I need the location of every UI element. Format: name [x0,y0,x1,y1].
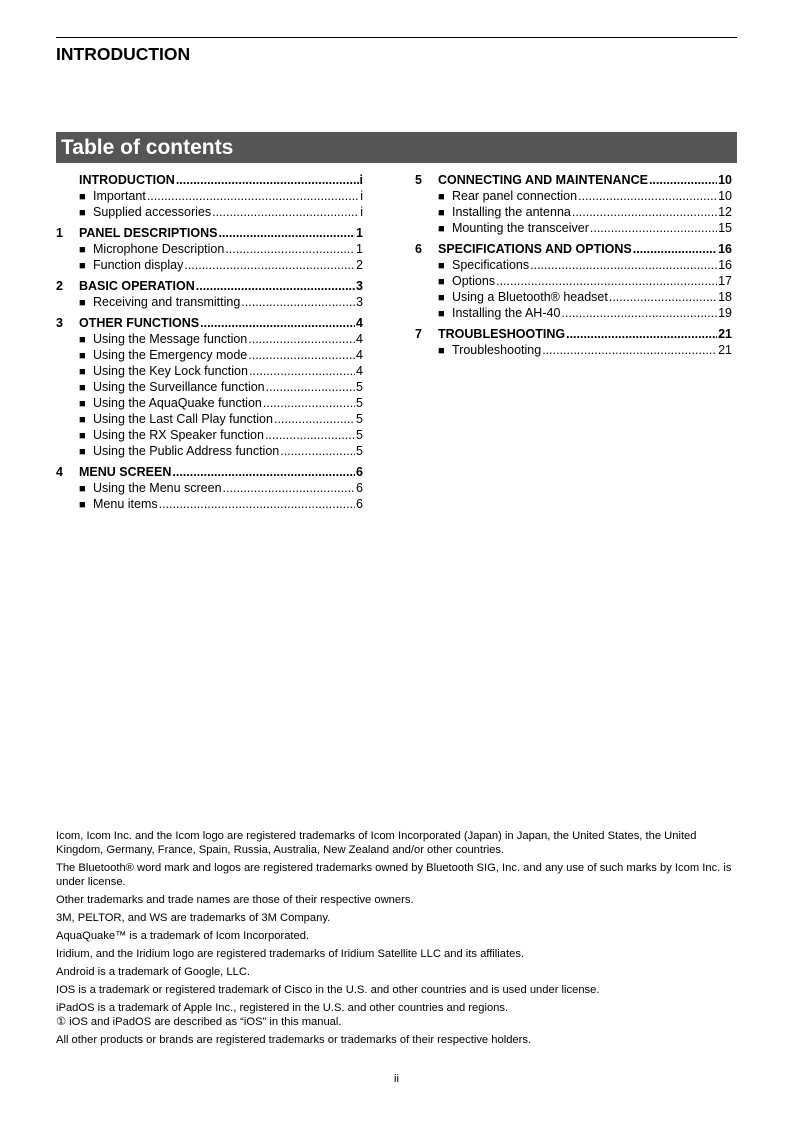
trademark-paragraph: The Bluetooth® word mark and logos are registered trademarks owned by Bluetooth SIG, Inc. and any use of such marks by Icom Inc. is under license. [56,862,732,888]
entry-title: Important [93,189,146,203]
square-bullet-icon: ■ [438,345,445,357]
chapter-number: 4 [56,465,63,479]
header-rule [56,37,737,38]
entry-title: Mounting the transceiver [452,221,589,235]
toc-chapter-entry[interactable] [415,326,732,342]
chapter-number: 6 [415,242,422,256]
entry-title: Function display [93,258,184,272]
entry-title: Menu items [93,497,158,511]
page-title: INTRODUCTION [56,44,191,64]
entry-title: Using the Menu screen [93,481,222,495]
toc-section-entry[interactable] [415,220,732,236]
toc-right-column [415,172,732,358]
square-bullet-icon: ■ [79,244,86,256]
entry-title: INTRODUCTION [79,173,175,187]
dot-leader [530,257,717,273]
dot-leader [241,294,355,310]
dot-leader [561,305,717,321]
toc-section-entry[interactable] [415,257,732,273]
trademark-paragraph: Android is a trademark of Google, LLC. [56,966,251,978]
toc-section-entry[interactable] [56,204,363,220]
toc-banner-title: Table of contents [61,136,234,159]
entry-title: Using the Key Lock function [93,364,248,378]
dot-leader [566,326,717,342]
toc-section-entry[interactable] [56,347,363,363]
toc-chapter-entry[interactable] [56,315,363,331]
dot-leader [266,379,355,395]
square-bullet-icon: ■ [79,366,86,378]
toc-section-entry[interactable] [56,241,363,257]
trademark-paragraph: AquaQuake™ is a trademark of Icom Incorporated. [56,930,310,942]
dot-leader [196,278,355,294]
entry-title: Using the RX Speaker function [93,428,264,442]
toc-section-entry[interactable] [56,331,363,347]
square-bullet-icon: ■ [79,430,86,442]
square-bullet-icon: ■ [79,350,86,362]
dot-leader [225,241,355,257]
entry-title: Using a Bluetooth® headset [452,290,608,304]
square-bullet-icon: ■ [79,334,86,346]
toc-chapter-entry[interactable] [415,241,732,257]
toc-chapter-entry[interactable] [415,172,732,188]
entry-page-number: 5 [356,428,363,442]
entry-page-number: 1 [356,242,363,256]
toc-section-entry[interactable] [56,480,363,496]
chapter-number: 2 [56,279,63,293]
entry-title: SPECIFICATIONS AND OPTIONS [438,242,632,256]
entry-page-number: 16 [718,242,732,256]
entry-page-number: 21 [718,343,732,357]
trademark-paragraph: All other products or brands are registered trademarks or trademarks of their respective holders. [56,1034,532,1046]
entry-page-number: 6 [356,481,363,495]
entry-title: Using the Last Call Play function [93,412,273,426]
entry-page-number: 17 [718,274,732,288]
square-bullet-icon: ■ [438,292,445,304]
entry-title: Using the Surveillance function [93,380,265,394]
trademark-paragraph: 3M, PELTOR, and WS are trademarks of 3M Company. [56,912,331,924]
dot-leader [572,204,717,220]
entry-page-number: 6 [356,497,363,511]
toc-chapter-entry[interactable] [56,278,363,294]
dot-leader [496,273,717,289]
dot-leader [248,331,355,347]
dot-leader [633,241,717,257]
toc-section-entry[interactable] [415,342,732,358]
entry-page-number: 4 [356,316,363,330]
toc-banner [56,132,737,163]
entry-page-number: 12 [718,205,732,219]
trademark-paragraph: iPadOS is a trademark of Apple Inc., registered in the U.S. and other countries and regions. ① iOS and iPadOS are described as “iOS” in this manual. [56,1002,509,1028]
trademark-notices [56,829,736,1051]
toc-section-entry[interactable] [56,379,363,395]
toc-section-entry[interactable] [415,305,732,321]
square-bullet-icon: ■ [438,260,445,272]
toc-section-entry[interactable] [56,443,363,459]
entry-title: Using the Emergency mode [93,348,248,362]
toc-section-entry[interactable] [56,188,363,204]
toc-left-column [56,172,363,512]
entry-page-number: 2 [356,258,363,272]
dot-leader [578,188,717,204]
dot-leader [590,220,717,236]
entry-title: PANEL DESCRIPTIONS [79,226,218,240]
dot-leader [176,172,359,188]
toc-chapter-entry[interactable] [56,225,363,241]
dot-leader [184,257,355,273]
entry-title: Installing the antenna [452,205,571,219]
toc-section-entry[interactable] [415,204,732,220]
square-bullet-icon: ■ [438,223,445,235]
square-bullet-icon: ■ [79,499,86,511]
square-bullet-icon: ■ [79,483,86,495]
dot-leader [609,289,717,305]
dot-leader [212,204,359,220]
entry-page-number: 4 [356,364,363,378]
entry-title: Microphone Description [93,242,225,256]
dot-leader [280,443,355,459]
square-bullet-icon: ■ [438,207,445,219]
entry-page-number: 10 [718,173,732,187]
entry-title: BASIC OPERATION [79,279,195,293]
square-bullet-icon: ■ [79,297,86,309]
toc-section-entry[interactable] [56,294,363,310]
trademark-paragraph: IOS is a trademark or registered trademark of Cisco in the U.S. and other countries and is used under license. [56,984,600,996]
entry-title: Using the AquaQuake function [93,396,262,410]
entry-title: MENU SCREEN [79,465,172,479]
entry-page-number: 18 [718,290,732,304]
chapter-number: 7 [415,327,422,341]
toc-section-entry[interactable] [56,427,363,443]
entry-page-number: 5 [356,444,363,458]
entry-page-number: 5 [356,396,363,410]
chapter-number: 3 [56,316,63,330]
dot-leader [218,225,355,241]
entry-page-number: 16 [718,258,732,272]
entry-title: Using the Public Address function [93,444,280,458]
entry-title: Options [452,274,496,288]
entry-title: TROUBLESHOOTING [438,327,566,341]
entry-title: Using the Message function [93,332,248,346]
trademark-paragraph: Icom, Icom Inc. and the Icom logo are registered trademarks of Icom Incorporated (Japan) in Japan, the United States, the United Kingdom, Germany, France, Spain, Russia, Australia, New Zealand and/or other countries. [56,830,697,856]
entry-page-number: 4 [356,332,363,346]
dot-leader [172,464,355,480]
toc-chapter-entry[interactable] [56,172,363,188]
square-bullet-icon: ■ [79,260,86,272]
toc-section-entry[interactable] [56,496,363,512]
toc-section-entry[interactable] [56,257,363,273]
dot-leader [248,347,355,363]
dot-leader [200,315,355,331]
chapter-number: 5 [415,173,422,187]
entry-title: Specifications [452,258,530,272]
square-bullet-icon: ■ [79,446,86,458]
square-bullet-icon: ■ [79,207,86,219]
dot-leader [263,395,355,411]
toc-chapter-entry[interactable] [56,464,363,480]
entry-page-number: 10 [718,189,732,203]
entry-page-number: 15 [718,221,732,235]
dot-leader [159,496,355,512]
entry-page-number: 5 [356,380,363,394]
entry-title: Supplied accessories [93,205,212,219]
dot-leader [265,427,355,443]
trademark-paragraph: Iridium, and the Iridium logo are registered trademarks of Iridium Satellite LLC and its affiliates. [56,948,525,960]
entry-title: Installing the AH-40 [452,306,561,320]
entry-title: OTHER FUNCTIONS [79,316,200,330]
entry-page-number: 21 [718,327,732,341]
square-bullet-icon: ■ [438,308,445,320]
square-bullet-icon: ■ [79,382,86,394]
entry-page-number: i [360,189,363,203]
entry-page-number: i [360,205,363,219]
entry-page-number: 6 [356,465,363,479]
entry-title: Rear panel connection [452,189,578,203]
toc-section-entry[interactable] [56,411,363,427]
entry-page-number: 3 [356,279,363,293]
entry-page-number: 4 [356,348,363,362]
page-number: ii [394,1073,399,1085]
toc-section-entry[interactable] [415,273,732,289]
square-bullet-icon: ■ [438,276,445,288]
toc-section-entry[interactable] [415,289,732,305]
toc-section-entry[interactable] [56,363,363,379]
entry-page-number: 19 [718,306,732,320]
dot-leader [147,188,359,204]
dot-leader [223,480,356,496]
dot-leader [649,172,717,188]
square-bullet-icon: ■ [79,414,86,426]
dot-leader [542,342,717,358]
entry-title: Troubleshooting [452,343,542,357]
chapter-number: 1 [56,226,63,240]
square-bullet-icon: ■ [438,191,445,203]
entry-page-number: 5 [356,412,363,426]
entry-page-number: 1 [356,226,363,240]
entry-title: Receiving and transmitting [93,295,241,309]
toc-section-entry[interactable] [415,188,732,204]
entry-page-number: i [359,173,363,187]
dot-leader [249,363,355,379]
entry-page-number: 3 [356,295,363,309]
toc-section-entry[interactable] [56,395,363,411]
dot-leader [274,411,355,427]
trademark-paragraph: Other trademarks and trade names are those of their respective owners. [56,894,414,906]
square-bullet-icon: ■ [79,191,86,203]
square-bullet-icon: ■ [79,398,86,410]
entry-title: CONNECTING AND MAINTENANCE [438,173,648,187]
